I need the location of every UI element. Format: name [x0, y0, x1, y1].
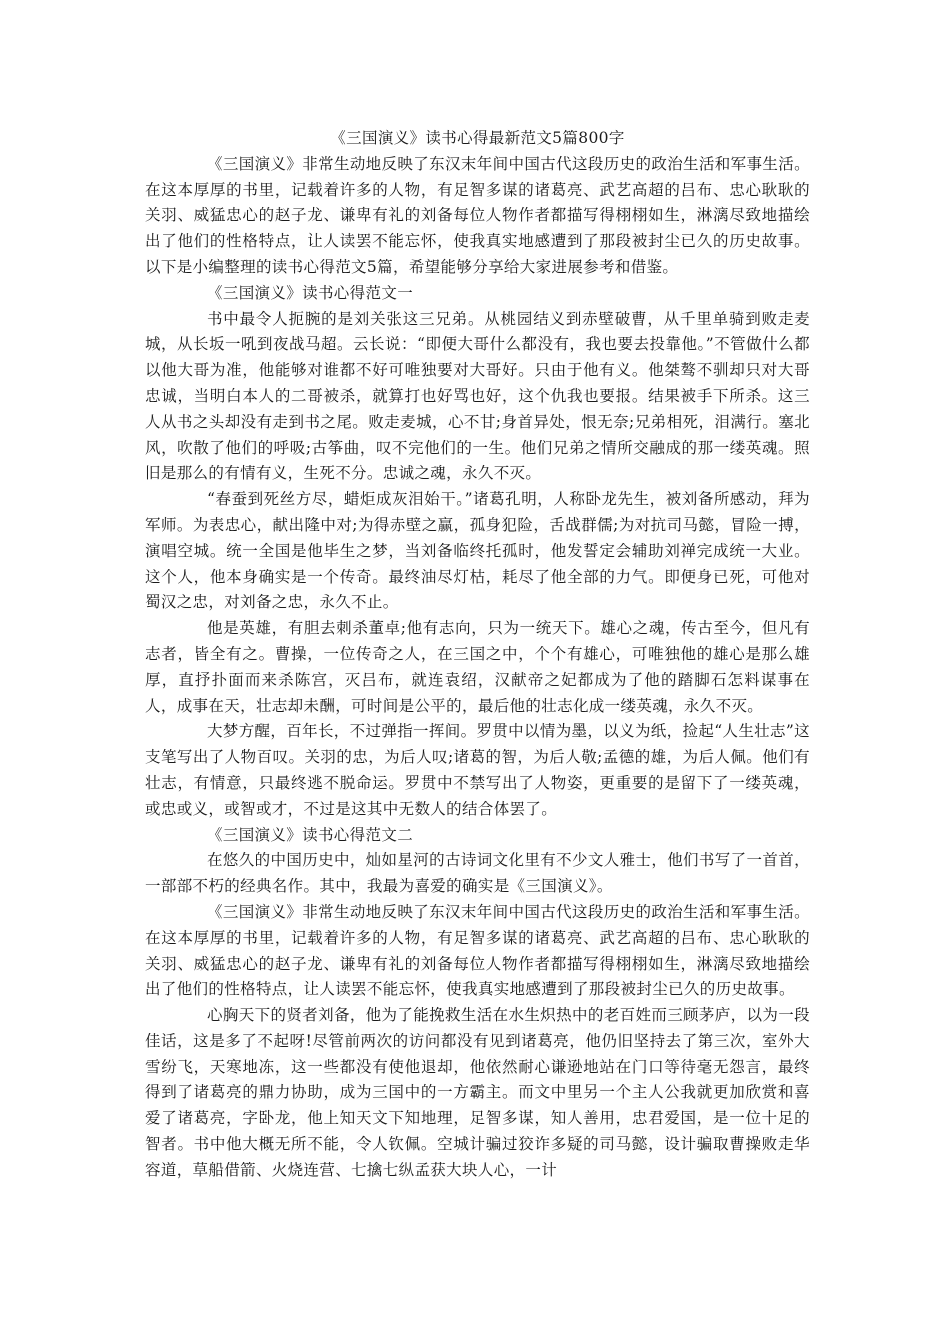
paragraph: 他是英雄，有胆去刺杀董卓;他有志向，只为一统天下。雄心之魂，传古至今，但凡有志者，皆全有之。曹操，一位传奇之人，在三国之中，个个有雄心，可唯独他的雄心是那么雄厚，直抒扑面而来杀陈宫，灭吕布，就连袁绍，汉献帝之妃都成为了他的踏脚石怎料谋事在人，成事在天，壮志却未酬，可时间是公平的，最后他的壮志化成一缕英魂，永久不灭。	[145, 619, 810, 715]
document-title: 《三国演义》读书心得最新范文5篇800字	[330, 129, 625, 147]
section-heading-2: 《三国演义》读书心得范文二	[207, 825, 414, 844]
paragraph: “春蚕到死丝方尽，蜡炬成灰泪始干。”诸葛孔明，人称卧龙先生，被刘备所感动，拜为军师。为表忠心，献出隆中对;为得赤壁之赢，孤身犯险，舌战群儒;为对抗司马懿，冒险一搏，演唱空城。统一全国是他毕生之梦，当刘备临终托孤时，他发誓定会辅助刘禅完成统一大业。这个人，他本身确实是一个传奇。最终油尽灯枯，耗尽了他全部的力气。即便身已死，可他对蜀汉之忠，对刘备之忠，永久不止。	[145, 490, 810, 612]
paragraph: 书中最令人扼腕的是刘关张这三兄弟。从桃园结义到赤壁破曹，从千里单骑到败走麦城，从长坂一吼到夜战马超。云长说：“即便大哥什么都没有，我也要去投靠他。”不管做什么都以他大哥为准，他能够对谁都不好可唯独要对大哥好。只由于他有义。他桀骜不驯却只对大哥忠诚，当明白本人的二哥被杀，就算打也好骂也好，这个仇我也要报。结果被手下所杀。这三人从书之头却没有走到书之尾。败走麦城，心不甘;身首异处，恨无奈;兄弟相死，泪满行。塞北风，吹散了他们的呼吸;古筝曲，叹不完他们的一生。他们兄弟之情所交融成的那一缕英魂。照旧是那么的有情有义，生死不分。忠诚之魂，永久不灭。	[145, 309, 810, 483]
paragraph: 心胸天下的贤者刘备，他为了能挽救生活在水生炽热中的老百姓而三顾茅庐，以为一段佳话，这是多了不起呀!尽管前两次的访问都没有见到诸葛亮，他仍旧坚持去了第三次，室外大雪纷飞，天寒地冻，这一些都没有使他退却，他依然耐心谦逊地站在门口等待毫无怨言，最终得到了诸葛亮的鼎力协助，成为三国中的一方霸主。而文中里另一个主人公我就更加欣赏和喜爱了诸葛亮，字卧龙，他上知天文下知地理，足智多谋，知人善用，忠君爱国，是一位十足的智者。书中他大概无所不能，令人钦佩。空城计骗过狡诈多疑的司马懿，设计骗取曹操败走华容道，草船借箭、火烧连营、七擒七纵孟获大块人心，一计	[145, 1006, 810, 1179]
section-heading-1: 《三国演义》读书心得范文一	[207, 283, 414, 302]
document-page	[145, 126, 810, 1184]
paragraph: 大梦方醒，百年长，不过弹指一挥间。罗贯中以情为墨，以义为纸，捡起“人生壮志”这支笔写出了人物百叹。关羽的忠，为后人叹;诸葛的智，为后人敬;孟德的雄，为后人佩。他们有壮志，有情意，只最终逃不脱命运。罗贯中不禁写出了人物姿，更重要的是留下了一缕英魂，或忠或义，或智或才，不过是这其中无数人的结合体罢了。	[145, 722, 811, 818]
paragraph: 在悠久的中国历史中，灿如星河的古诗词文化里有不少文人雅士，他们书写了一首首，一部部不朽的经典名作。其中，我最为喜爱的确实是《三国演义》。	[145, 851, 810, 896]
intro-paragraph: 《三国演义》非常生动地反映了东汉末年间中国古代这段历史的政治生活和军事生活。在这本厚厚的书里，记载着许多的人物，有足智多谋的诸葛亮、武艺高超的吕布、忠心耿耿的关羽、威猛忠心的赵子龙、谦卑有礼的刘备每位人物作者都描写得栩栩如生，淋漓尽致地描绘出了他们的性格特点，让人读罢不能忘怀，使我真实地感遭到了那段被封尘已久的历史故事。以下是小编整理的读书心得范文5篇，希望能够分享给大家进展参考和借鉴。	[145, 154, 810, 276]
paragraph: 《三国演义》非常生动地反映了东汉末年间中国古代这段历史的政治生活和军事生活。在这本厚厚的书里，记载着许多的人物，有足智多谋的诸葛亮、武艺高超的吕布、忠心耿耿的关羽、威猛忠心的赵子龙、谦卑有礼的刘备每位人物作者都描写得栩栩如生，淋漓尽致地描绘出了他们的性格特点，让人读罢不能忘怀，使我真实地感遭到了那段被封尘已久的历史故事。	[145, 902, 810, 999]
